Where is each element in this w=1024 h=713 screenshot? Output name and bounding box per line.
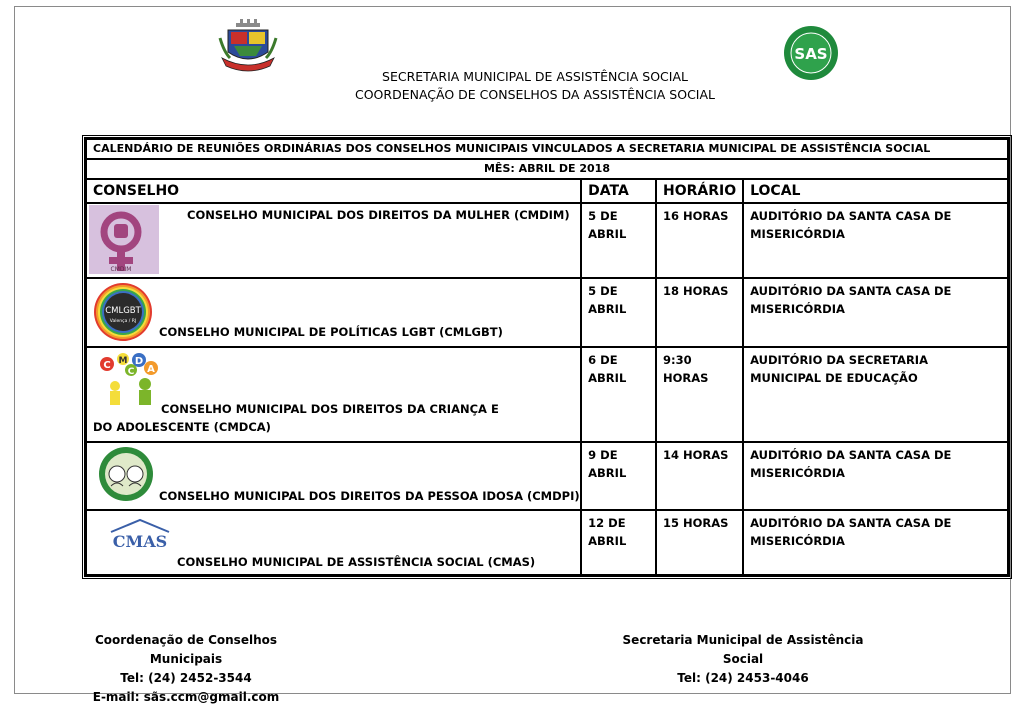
meeting-calendar-table [84,137,1010,577]
footer-left-phone: Tel: (24) 2452-3544 [120,671,252,685]
rainbow-circle-icon [91,282,155,342]
local-cell: AUDITÓRIO DA SANTA CASA DE MISERICÓRDIA [743,442,1008,510]
svg-text:CMDIM: CMDIM [110,266,132,273]
header-line-coordenacao: COORDENAÇÃO DE CONSELHOS DA ASSISTÊNCIA SOCIAL [354,87,716,102]
conselho-cell [86,510,581,575]
conselho-name-line2: DO ADOLESCENTE (CMDCA) [93,420,271,434]
local-cell: AUDITÓRIO DA SANTA CASA DE MISERICÓRDIA [743,203,1008,278]
svg-text:M: M [118,356,128,366]
footer-coordenacao [70,631,302,707]
svg-text:SAS: SAS [794,45,828,63]
horario-cell: 15 HORAS [656,510,743,575]
conselho-cell [86,347,581,442]
column-header-data: DATA [581,179,656,203]
conselho-name-line1: CONSELHO MUNICIPAL DOS DIREITOS DA CRIANÇA E [161,402,499,416]
footer-secretaria [615,631,871,688]
house-roof-icon [107,518,173,552]
footer-right-line1: Secretaria Municipal de Assistência Social [622,633,864,666]
horario-cell: 16 HORAS [656,203,743,278]
column-header-conselho: CONSELHO [86,179,581,203]
header-line-secretaria: SECRETARIA MUNICIPAL DE ASSISTÊNCIA SOCIAL [382,69,688,84]
horario-cell: 18 HORAS [656,278,743,347]
conselho-name: CONSELHO MUNICIPAL DE ASSISTÊNCIA SOCIAL (CMAS) [177,555,536,569]
elderly-couple-circle-icon [95,446,157,502]
data-cell: 9 DE ABRIL [581,442,656,510]
page-header [300,68,770,104]
sas-logo-icon [782,24,840,82]
svg-text:A: A [147,364,155,375]
column-header-local: LOCAL [743,179,1008,203]
children-balloons-icon [97,352,163,408]
women-symbol-fist-icon [89,205,159,274]
conselho-cell [86,203,581,278]
horario-cell: 14 HORAS [656,442,743,510]
column-header-horario: HORÁRIO [656,179,743,203]
conselho-name: CONSELHO MUNICIPAL DE POLÍTICAS LGBT (CMLGBT) [159,325,503,339]
data-cell: 12 DE ABRIL [581,510,656,575]
footer-left-line1: Coordenação de Conselhos Municipais [94,633,278,666]
data-cell: 5 DE ABRIL [581,278,656,347]
svg-text:D: D [134,356,144,367]
table-row [86,442,1008,510]
local-cell: AUDITÓRIO DA SANTA CASA DE MISERICÓRDIA [743,510,1008,575]
svg-text:CMAS: CMAS [112,532,168,551]
local-cell: AUDITÓRIO DA SECRETARIA MUNICIPAL DE EDUCAÇÃO [743,347,1008,442]
table-row [86,347,1008,442]
footer-left-email: E-mail: sãs.ccm@gmail.com [92,690,280,704]
svg-text:C: C [103,360,111,371]
data-cell: 6 DE ABRIL [581,347,656,442]
table-row [86,510,1008,575]
conselho-name: CONSELHO MUNICIPAL DOS DIREITOS DA PESSOA IDOSA (CMDPI) [159,489,580,503]
table-row [86,203,1008,278]
table-row [86,278,1008,347]
horario-cell: 9:30 HORAS [656,347,743,442]
conselho-cell [86,278,581,347]
svg-text:Valença / RJ: Valença / RJ [109,319,137,324]
municipal-crest-icon [218,18,278,76]
footer-right-phone: Tel: (24) 2453-4046 [677,671,809,685]
svg-text:C: C [127,367,135,377]
table-title: CALENDÁRIO DE REUNIÕES ORDINÁRIAS DOS CONSELHOS MUNICIPAIS VINCULADOS A SECRETARIA MUNICIPAL DE ASSISTÊNCIA SOCIAL [86,139,1008,159]
svg-text:CMLGBT: CMLGBT [105,306,141,316]
table-month: MÊS: ABRIL DE 2018 [86,159,1008,179]
conselho-cell [86,442,581,510]
conselho-name: CONSELHO MUNICIPAL DOS DIREITOS DA MULHER (CMDIM) [187,208,570,222]
local-cell: AUDITÓRIO DA SANTA CASA DE MISERICÓRDIA [743,278,1008,347]
data-cell: 5 DE ABRIL [581,203,656,278]
